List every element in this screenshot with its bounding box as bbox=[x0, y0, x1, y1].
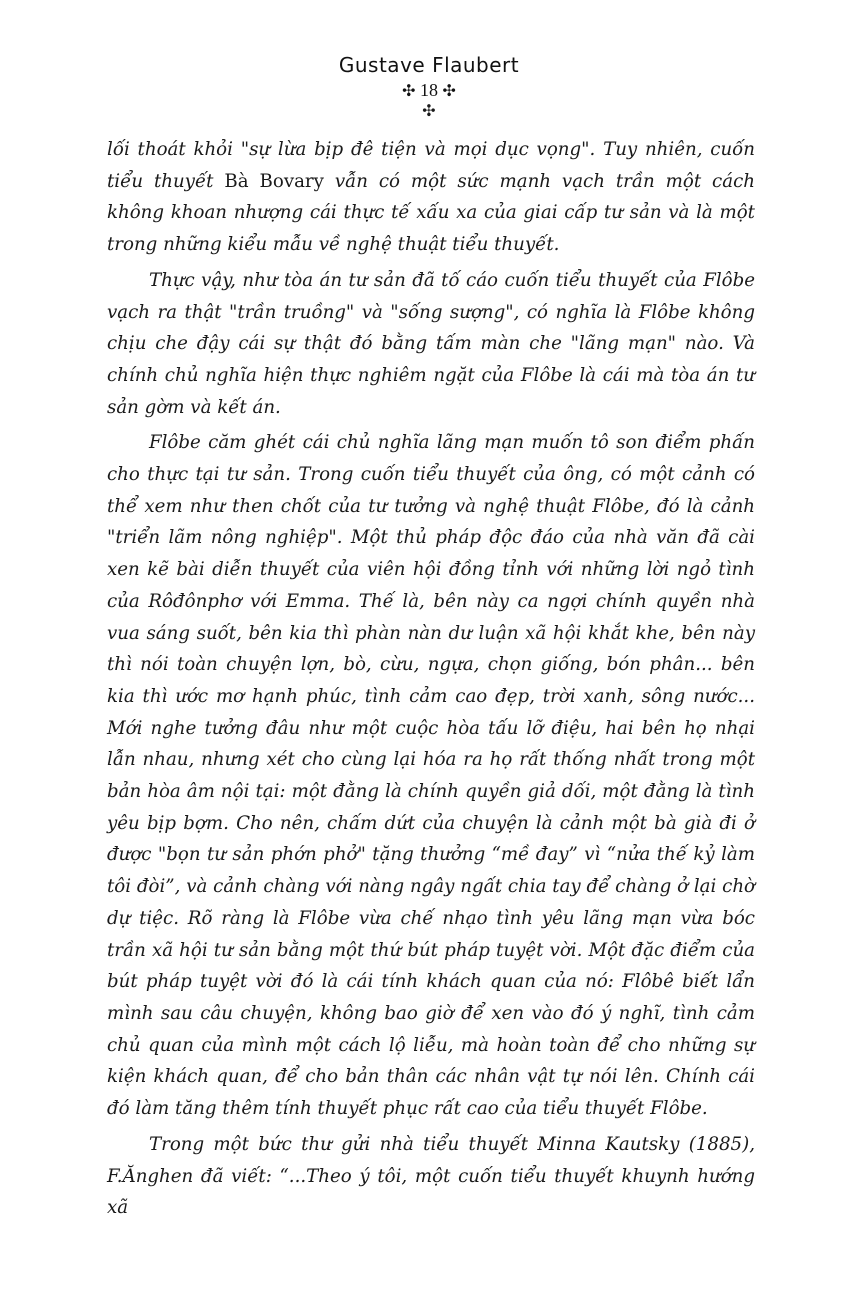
page-body bbox=[107, 134, 755, 1228]
page-number: 18 bbox=[420, 80, 438, 100]
paragraph-1-text-2: vẫn có một sức mạnh vạch trần một cách không khoan nhượng cái thực tế xấu xa của giai cấp tư sản và là một trong những kiểu mẫu về nghệ thuật tiểu thuyết. bbox=[107, 170, 755, 256]
paragraph-4 bbox=[107, 1129, 755, 1224]
paragraph-3 bbox=[107, 427, 755, 1124]
ornament-below-icon: ✣ bbox=[422, 101, 436, 120]
paragraph-2 bbox=[107, 265, 755, 424]
page-number-row bbox=[0, 80, 858, 101]
running-head-author: Gustave Flaubert bbox=[338, 53, 520, 77]
paragraph-3-text: Flôbe căm ghét cái chủ nghĩa lãng mạn muốn tô son điểm phấn cho thực tại tư sản. Trong cuốn tiểu thuyết của ông, có một cảnh có thể xem như then chốt của tư tưởng và nghệ thuật Flôbe, đó là cảnh "triển lãm nông nghiệp". Một thủ pháp độc đáo của nhà văn đã cài xen kẽ bài diễn thuyết của viên hội đồng tỉnh với những lời ngỏ tình của Rôđônphơ với Emma. Thế là, bên này ca ngợi chính quyền nhà vua sáng suốt, bên kia thì phàn nàn dư luận xã hội khắt khe, bên này thì nói toàn chuyện lợn, bò, cừu, ngựa, chọn giống, bón phân... bên kia thì ước mơ hạnh phúc, tình cảm cao đẹp, trời xanh, sông nước... Mới nghe tưởng đâu như một cuộc hòa tấu lỡ điệu, hai bên họ nhại lẫn nhau, nhưng xét cho cùng lại hóa ra họ rất thống nhất trong một bản hòa âm nội tại: một đằng là chính quyền giả dối, một đằng là tình yêu bịp bợm. Cho nên, chấm dứt của chuyện là cảnh một bà già đi ở được "bọn tư sản phớn phở" tặng thưởng “mề đay” vì “nửa thế kỷ làm tôi đòi”, và cảnh chàng với nàng ngây ngất chia tay để chàng ở lại chờ dự tiệc. Rõ ràng là Flôbe vừa chế nhạo tình yêu lãng mạn vừa bóc trần xã hội tư sản bằng một thứ bút pháp tuyệt vời. Một đặc điểm của bút pháp tuyệt vời đó là cái tính khách quan của nó: Flôbê biết lẩn mình sau câu chuyện, không bao giờ để xen vào đó ý nghĩ, tình cảm chủ quan của mình một cách lộ liễu, mà hoàn toàn để cho những sự kiện khách quan, để cho bản thân các nhân vật tự nói lên. Chính cái đó làm tăng thêm tính thuyết phục rất cao của tiểu thuyết Flôbe. bbox=[107, 432, 755, 1120]
page-header bbox=[0, 52, 858, 121]
book-title-bovary: Bà Bovary bbox=[224, 170, 324, 192]
ornament-right-icon: ✣ bbox=[442, 81, 456, 100]
paragraph-2-text: Thực vậy, như tòa án tư sản đã tố cáo cuốn tiểu thuyết của Flôbe vạch ra thật "trần truồng" và "sống sượng", có nghĩa là Flôbe không chịu che đậy cái sự thật đó bằng tấm màn che "lãng mạn" nào. Và chính chủ nghĩa hiện thực nghiêm ngặt của Flôbe là cái mà tòa án tư sản gờm và kết án. bbox=[107, 269, 755, 418]
paragraph-1 bbox=[107, 134, 755, 261]
paragraph-4-text: Trong một bức thư gửi nhà tiểu thuyết Minna Kautsky (1885), F.Ănghen đã viết: “...Theo ý tôi, một cuốn tiểu thuyết khuynh hướng xã bbox=[107, 1133, 755, 1219]
ornament-left-icon: ✣ bbox=[402, 81, 416, 100]
paragraph-1-text-1: lối thoát khỏi "sự lừa bịp đê tiện và mọi dục vọng". Tuy nhiên, cuốn tiểu thuyết bbox=[107, 139, 755, 192]
ornament-below-row bbox=[0, 101, 858, 121]
